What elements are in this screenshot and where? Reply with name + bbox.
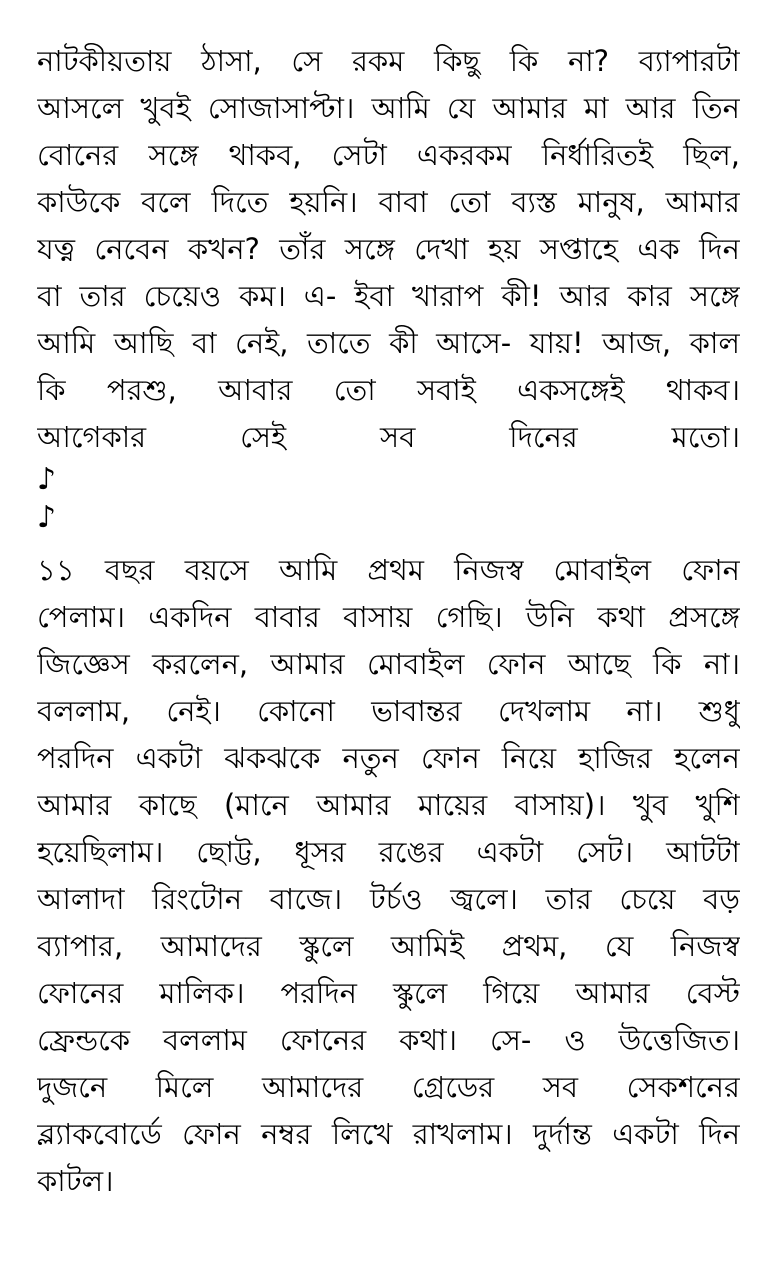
word: বছর bbox=[104, 553, 155, 587]
word: নম্বর bbox=[261, 1117, 312, 1151]
paragraph-2-line bbox=[37, 1111, 740, 1158]
word: মালিক। bbox=[159, 976, 245, 1010]
word: হলেন bbox=[674, 741, 740, 775]
word: আমাদের bbox=[261, 1070, 364, 1104]
word: আমার bbox=[270, 647, 345, 681]
word: নতুন bbox=[342, 741, 399, 775]
word: প্রথম, bbox=[501, 929, 568, 963]
word: পরদিন bbox=[37, 741, 114, 775]
word: বোনের bbox=[37, 138, 119, 172]
word: আগেকার bbox=[37, 420, 147, 454]
word: পরশু, bbox=[106, 373, 177, 407]
word: এ- bbox=[303, 279, 337, 313]
word: তাতে bbox=[306, 326, 371, 360]
word: সবাই bbox=[417, 373, 476, 407]
word: কথা bbox=[597, 600, 645, 634]
word: দিন bbox=[699, 1117, 740, 1151]
word: ঠাসা, bbox=[201, 44, 262, 78]
word: একরকম bbox=[416, 138, 512, 172]
word: স্কুলে bbox=[393, 976, 448, 1010]
word: রঙের bbox=[378, 835, 444, 869]
paragraph-1-line bbox=[37, 414, 740, 461]
word: কি bbox=[509, 44, 539, 78]
word: একদিন bbox=[148, 600, 232, 634]
word: পেলাম। bbox=[37, 600, 125, 634]
word: খুব bbox=[632, 788, 669, 822]
word: আমার bbox=[492, 91, 567, 125]
word: মোবাইল bbox=[553, 553, 652, 587]
word: গ্রেডের bbox=[411, 1070, 495, 1104]
word: দেখা bbox=[414, 232, 469, 266]
word: দিনের bbox=[509, 420, 578, 454]
paragraph-2 bbox=[37, 547, 740, 1158]
word: আলাদা bbox=[37, 882, 125, 916]
word: আমার bbox=[575, 976, 650, 1010]
word: সে- bbox=[489, 1023, 532, 1057]
word: ১১ bbox=[37, 553, 75, 587]
word: পরদিন bbox=[280, 976, 357, 1010]
word: নাটকীয়তায় bbox=[37, 44, 172, 78]
word: তাঁর bbox=[279, 232, 326, 266]
word: আসলে bbox=[37, 91, 124, 125]
music-note-icon: ♪ bbox=[37, 462, 57, 497]
paragraph-2-line bbox=[37, 547, 740, 594]
word: একটা bbox=[476, 835, 544, 869]
word: সেট। bbox=[576, 835, 634, 869]
word: ব্যস্ত bbox=[511, 185, 557, 219]
word: ইবা bbox=[354, 279, 394, 313]
word: রাখলাম। bbox=[412, 1117, 513, 1151]
word: আবার bbox=[218, 373, 293, 407]
word: ধূসর bbox=[294, 835, 346, 869]
word: সঙ্গে bbox=[344, 232, 395, 266]
paragraph-2-line bbox=[37, 829, 740, 876]
paragraph-2-line bbox=[37, 876, 740, 923]
word: কাছে bbox=[138, 788, 197, 822]
word: না। bbox=[703, 647, 740, 681]
word: মিলে bbox=[155, 1070, 214, 1104]
paragraph-gap bbox=[37, 537, 740, 547]
word: কী! bbox=[501, 279, 542, 313]
word: একটা bbox=[135, 741, 203, 775]
word: না। bbox=[626, 694, 663, 728]
separator-symbols bbox=[37, 461, 740, 537]
word: নিজস্ব bbox=[454, 553, 524, 587]
word: আছি bbox=[113, 326, 174, 360]
word: মতো। bbox=[671, 420, 740, 454]
word: টর্চও bbox=[369, 882, 423, 916]
word: রকম bbox=[351, 44, 405, 78]
word: খারাপ bbox=[411, 279, 484, 313]
word: ফোন bbox=[420, 741, 480, 775]
word: শুধু bbox=[698, 694, 740, 728]
word: আসে- bbox=[436, 326, 512, 360]
word: দিন bbox=[699, 232, 740, 266]
word: ছিল, bbox=[683, 138, 740, 172]
word: তিন bbox=[692, 91, 740, 125]
word: বলে bbox=[141, 185, 191, 219]
word: মায়ের bbox=[417, 788, 488, 822]
word: উত্তেজিত। bbox=[618, 1023, 740, 1057]
word: তার bbox=[545, 882, 592, 916]
word: যত্ন bbox=[37, 232, 75, 266]
word: নিজস্ব bbox=[670, 929, 740, 963]
word: আমার bbox=[665, 185, 740, 219]
word: চেয়ে bbox=[619, 882, 676, 916]
word: বাবা bbox=[378, 185, 428, 219]
word: প্রসঙ্গে bbox=[668, 600, 740, 634]
word: আটটা bbox=[666, 835, 740, 869]
paragraph-2-last-line: কাটল। bbox=[37, 1164, 114, 1198]
word: ও bbox=[564, 1023, 586, 1057]
word: তো bbox=[448, 185, 491, 219]
word: জ্বলে। bbox=[450, 882, 518, 916]
word: হয় bbox=[488, 232, 521, 266]
word: বা bbox=[191, 326, 217, 360]
paragraph-1-line bbox=[37, 38, 740, 85]
word: সে bbox=[291, 44, 323, 78]
word: গিয়ে bbox=[483, 976, 540, 1010]
word: সেটা bbox=[331, 138, 387, 172]
word: কথা। bbox=[399, 1023, 457, 1057]
paragraph-2-line bbox=[37, 594, 740, 641]
paragraph-1-line bbox=[37, 320, 740, 367]
word: দুর্দান্ত bbox=[533, 1117, 592, 1151]
word: আমার bbox=[37, 788, 112, 822]
paragraph-2-line bbox=[37, 1064, 740, 1111]
word: যে bbox=[604, 929, 634, 963]
word: এক bbox=[637, 232, 680, 266]
word: খুবই bbox=[140, 91, 191, 125]
word: ফোনের bbox=[279, 1023, 367, 1057]
word: খুশি bbox=[695, 788, 740, 822]
word: আজ, bbox=[602, 326, 672, 360]
word: আর bbox=[559, 279, 610, 313]
word: করলেন, bbox=[152, 647, 249, 681]
word: ঝকঝকে bbox=[224, 741, 321, 775]
word: থাকব, bbox=[228, 138, 302, 172]
word: হয়নি। bbox=[289, 185, 358, 219]
paragraph-2-line bbox=[37, 923, 740, 970]
word: তার bbox=[79, 279, 126, 313]
word: দেখলাম bbox=[497, 694, 591, 728]
word: ব্যাপার, bbox=[37, 929, 124, 963]
paragraph-2-line bbox=[37, 1017, 740, 1064]
word: নিয়ে bbox=[501, 741, 557, 775]
paragraph-2-line bbox=[37, 735, 740, 782]
word: সেকশনের bbox=[626, 1070, 740, 1104]
word: নেবেন bbox=[94, 232, 169, 266]
word: বেস্ট bbox=[685, 976, 740, 1010]
word: থাকব। bbox=[665, 373, 740, 407]
word: কার bbox=[627, 279, 672, 313]
word: ফ্রেন্ডকে bbox=[37, 1023, 131, 1057]
word: সোজাসাপ্টা। bbox=[207, 91, 355, 125]
word: মানুষ, bbox=[577, 185, 645, 219]
word: ফোন bbox=[486, 647, 546, 681]
word: ফোন bbox=[182, 1117, 241, 1151]
word: আর bbox=[625, 91, 676, 125]
word: আমি bbox=[371, 91, 430, 125]
paragraph-1-line bbox=[37, 226, 740, 273]
paragraph-1-line bbox=[37, 179, 740, 226]
word: কি bbox=[653, 647, 682, 681]
word: উনি bbox=[525, 600, 575, 634]
word: বয়সে bbox=[184, 553, 249, 587]
word: সেই bbox=[240, 420, 287, 454]
word: প্রথম bbox=[367, 553, 424, 587]
word: দুজনে bbox=[37, 1070, 108, 1104]
paragraph-1-line bbox=[37, 367, 740, 414]
word: তো bbox=[333, 373, 376, 407]
word: বাবার bbox=[254, 600, 320, 634]
word: ব্ল্যাকবোর্ডে bbox=[37, 1117, 162, 1151]
word: দিতে bbox=[211, 185, 269, 219]
word: কোনো bbox=[257, 694, 335, 728]
word: বাসায় bbox=[343, 600, 413, 634]
word: হাজির bbox=[578, 741, 653, 775]
word: কাউকে bbox=[37, 185, 121, 219]
word: বা bbox=[37, 279, 62, 313]
paragraph-2-line bbox=[37, 641, 740, 688]
word: চেয়েও bbox=[143, 279, 222, 313]
word: সঙ্গে bbox=[689, 279, 740, 313]
paragraph-2-line bbox=[37, 970, 740, 1017]
word: সব bbox=[542, 1070, 579, 1104]
paragraph-1 bbox=[37, 38, 740, 461]
word: হয়েছিলাম। bbox=[37, 835, 164, 869]
word: বাজে। bbox=[269, 882, 343, 916]
word: বাসায়)। bbox=[514, 788, 606, 822]
word: কি bbox=[37, 373, 66, 407]
word: মোবাইল bbox=[366, 647, 465, 681]
word: কিছু bbox=[433, 44, 481, 78]
word: আমি bbox=[278, 553, 338, 587]
word: সঙ্গে bbox=[148, 138, 199, 172]
word: একটা bbox=[612, 1117, 679, 1151]
word: নেই, bbox=[235, 326, 289, 360]
paragraph-1-line bbox=[37, 85, 740, 132]
word: সপ্তাহে bbox=[539, 232, 618, 266]
word: আমার bbox=[316, 788, 391, 822]
word: সব bbox=[380, 420, 416, 454]
word: বললাম, bbox=[37, 694, 131, 728]
word: নির্ধারিতই bbox=[541, 138, 654, 172]
word: জিজ্ঞেস bbox=[37, 647, 130, 681]
word: বললাম bbox=[163, 1023, 247, 1057]
word: স্কুলে bbox=[299, 929, 354, 963]
word: মা bbox=[583, 91, 609, 125]
word: ভাবান্তর bbox=[371, 694, 462, 728]
word: আছে bbox=[567, 647, 631, 681]
word: যে bbox=[446, 91, 476, 125]
word: কখন? bbox=[187, 232, 260, 266]
paragraph-1-line bbox=[37, 273, 740, 320]
paragraph-2-line bbox=[37, 782, 740, 829]
word: না? bbox=[567, 44, 610, 78]
word: লিখে bbox=[331, 1117, 393, 1151]
word: ব্যাপারটা bbox=[638, 44, 740, 78]
word: আমিই bbox=[390, 929, 465, 963]
word: রিংটোন bbox=[152, 882, 243, 916]
word: কাল bbox=[689, 326, 740, 360]
music-note-icon: ♪ bbox=[37, 500, 57, 535]
word: নেই। bbox=[166, 694, 221, 728]
word: ফোনের bbox=[37, 976, 124, 1010]
word: বড় bbox=[703, 882, 740, 916]
word: ছোট্ট, bbox=[196, 835, 262, 869]
paragraph-1-line bbox=[37, 132, 740, 179]
word: কী bbox=[389, 326, 418, 360]
word: একসঙ্গেই bbox=[517, 373, 625, 407]
word: আমাদের bbox=[160, 929, 262, 963]
word: গেছি। bbox=[435, 600, 503, 634]
word: (মানে bbox=[224, 788, 289, 822]
word: যায়! bbox=[529, 326, 584, 360]
word: কম। bbox=[239, 279, 286, 313]
word: আমি bbox=[37, 326, 96, 360]
word: ফোন bbox=[681, 553, 740, 587]
paragraph-2-line bbox=[37, 688, 740, 735]
